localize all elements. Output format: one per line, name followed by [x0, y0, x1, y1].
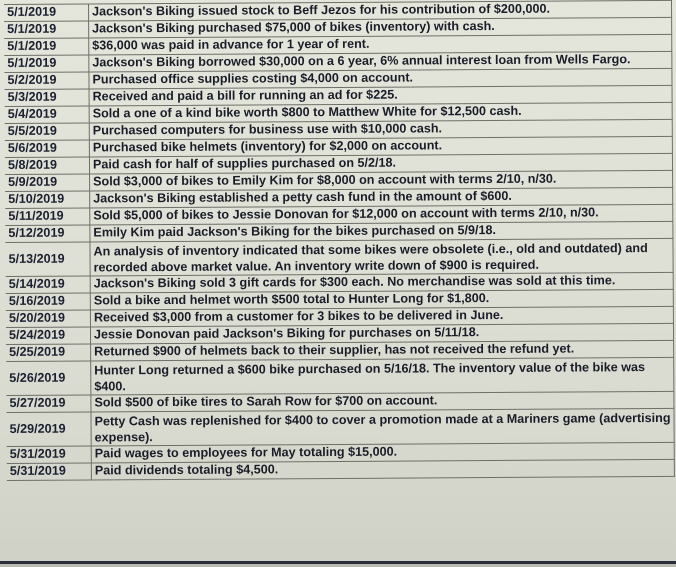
description-cell: Hunter Long returned a $600 bike purchased on 5/16/18. The inventory value of the bike was $400.	[91, 357, 674, 395]
date-cell: 5/1/2019	[4, 55, 89, 73]
description-cell: Sold $5,000 of bikes to Jessie Donovan for $12,000 on account with terms 2/10, n/30.	[90, 204, 673, 225]
date-cell: 5/3/2019	[5, 89, 90, 107]
date-cell: 5/4/2019	[5, 106, 90, 124]
date-cell: 5/14/2019	[6, 276, 91, 294]
date-cell: 5/8/2019	[5, 157, 90, 175]
date-cell: 5/24/2019	[6, 327, 91, 345]
table-row	[6, 357, 674, 395]
description-cell: Jessie Donovan paid Jackson's Biking for purchases on 5/11/18.	[90, 323, 673, 344]
description-cell: Paid wages to employees for May totaling $15,000.	[91, 442, 674, 463]
description-cell: Sold a one of a kind bike worth $800 to Matthew White for $12,500 cash.	[89, 102, 672, 123]
date-cell: 5/11/2019	[5, 208, 90, 226]
description-cell: Returned $900 of helmets back to their supplier, has not received the refund yet.	[91, 340, 674, 361]
description-cell: Purchased office supplies costing $4,000 on account.	[89, 68, 672, 89]
description-cell: Jackson's Biking purchased $75,000 of bikes (inventory) with cash.	[89, 17, 672, 38]
date-cell: 5/26/2019	[6, 361, 91, 396]
date-cell: 5/12/2019	[5, 225, 90, 243]
date-cell: 5/31/2019	[7, 463, 92, 481]
date-cell: 5/1/2019	[4, 38, 89, 56]
description-cell: Sold $500 of bike tires to Sarah Row for $700 on account.	[91, 391, 674, 412]
date-cell: 5/25/2019	[6, 344, 91, 362]
table-row	[5, 238, 673, 276]
date-cell: 5/1/2019	[4, 4, 89, 22]
date-cell: 5/2/2019	[4, 72, 89, 90]
description-cell: Purchased bike helmets (inventory) for $2,000 on account.	[89, 136, 672, 157]
description-cell: Paid cash for half of supplies purchased on 5/2/18.	[89, 153, 672, 174]
date-cell: 5/9/2019	[5, 174, 90, 192]
description-cell: Paid dividends totaling $4,500.	[91, 459, 674, 480]
description-cell: Received and paid a bill for running an ad for $225.	[89, 85, 672, 106]
table-row	[6, 408, 674, 446]
description-cell: $36,000 was paid in advance for 1 year of rent.	[89, 34, 672, 55]
date-cell: 5/1/2019	[4, 21, 89, 39]
description-cell: Jackson's Biking borrowed $30,000 on a 6 year, 6% annual interest loan from Wells Fargo.	[89, 51, 672, 72]
description-cell: Petty Cash was replenished for $400 to cover a promotion made at a Mariners game (advertising expense).	[91, 408, 674, 446]
date-cell: 5/5/2019	[5, 123, 90, 141]
description-cell: Received $3,000 from a customer for 3 bikes to be delivered in June.	[90, 306, 673, 327]
table-row	[7, 459, 675, 480]
description-cell: Emily Kim paid Jackson's Biking for the bikes purchased on 5/9/18.	[90, 221, 673, 242]
date-cell: 5/20/2019	[6, 310, 91, 328]
description-cell: Jackson's Biking established a petty cash fund in the amount of $600.	[90, 187, 673, 208]
date-cell: 5/31/2019	[7, 446, 92, 464]
description-cell: Purchased computers for business use with $10,000 cash.	[89, 119, 672, 140]
date-cell: 5/6/2019	[5, 140, 90, 158]
description-cell: Sold $3,000 of bikes to Emily Kim for $8,000 on account with terms 2/10, n/30.	[90, 170, 673, 191]
date-cell: 5/13/2019	[5, 242, 90, 277]
description-cell: Jackson's Biking issued stock to Beff Jezos for his contribution of $200,000.	[89, 0, 672, 21]
date-cell: 5/16/2019	[6, 293, 91, 311]
description-cell: Jackson's Biking sold 3 gift cards for $300 each. No merchandise was sold at this time.	[90, 272, 673, 293]
date-cell: 5/29/2019	[6, 412, 91, 447]
transactions-table	[4, 0, 675, 481]
date-cell: 5/10/2019	[5, 191, 90, 209]
description-cell: Sold a bike and helmet worth $500 total to Hunter Long for $1,800.	[90, 289, 673, 310]
description-cell: An analysis of inventory indicated that some bikes were obsolete (i.e., old and outdated) and recorded above market value. An inventory write down of $900 is required.	[90, 238, 673, 276]
date-cell: 5/27/2019	[6, 395, 91, 413]
